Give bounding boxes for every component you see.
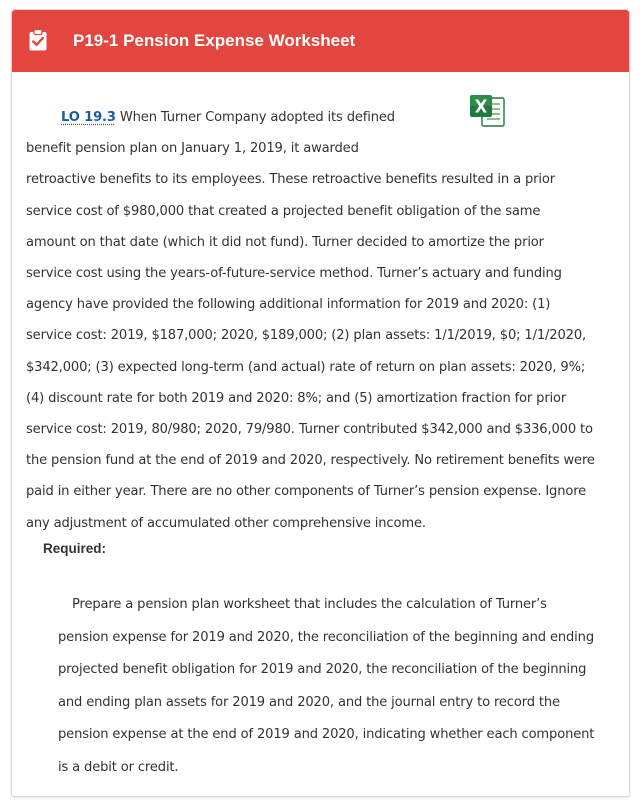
problem-line: retroactive benefits to its employees. These retroactive benefits resulted in a prior — [26, 172, 555, 188]
problem-header — [12, 10, 629, 72]
problem-line: service cost: 2019, 80/980; 2020, 79/980. Turner contributed $342,000 and $336,000 to — [26, 422, 593, 438]
problem-line: any adjustment of accumulated other comprehensive income. — [26, 515, 426, 531]
required-line: projected benefit obligation for 2019 and 2020, the reconciliation of the beginning — [58, 662, 587, 677]
required-line: is a debit or credit. — [58, 759, 179, 775]
problem-line: agency have provided the following additional information for 2019 and 2020: (1) — [26, 297, 551, 313]
problem-line: service cost of $980,000 that created a projected benefit obligation of the same — [26, 203, 541, 219]
problem-line: service cost: 2019, $187,000; 2020, $189,000; (2) plan assets: 1/1/2019, $0; 1/1/2020, — [26, 328, 587, 344]
clipboard-check-icon — [29, 29, 47, 51]
required-heading: Required: — [43, 541, 107, 556]
required-line: Prepare a pension plan worksheet that includes the calculation of Turner’s — [72, 597, 547, 612]
required-line: pension expense for 2019 and 2020, the reconciliation of the beginning and ending — [58, 629, 594, 645]
required-line: and ending plan assets for 2019 and 2020, and the journal entry to record the — [58, 694, 560, 710]
problem-line: $342,000; (3) expected long-term (and actual) rate of return on plan assets: 2020, 9%; — [26, 359, 586, 375]
problem-line: LO 19.3 When Turner Company adopted its defined — [61, 110, 395, 125]
problem-text — [26, 102, 616, 539]
page-title: P19-1 Pension Expense Worksheet — [73, 31, 356, 50]
required-text — [58, 589, 618, 784]
problem-line: (4) discount rate for both 2019 and 2020: 8%; and (5) amortization fraction for prior — [26, 390, 567, 406]
required-line: pension expense at the end of 2019 and 2020, indicating whether each component — [58, 727, 595, 742]
problem-card — [11, 9, 630, 797]
problem-line: amount on that date (which it did not fund). Turner decided to amortize the prior — [26, 234, 544, 250]
problem-line: benefit pension plan on January 1, 2019, it awarded — [26, 141, 359, 157]
problem-line: paid in either year. There are no other components of Turner’s pension expense. Ignore — [26, 484, 587, 500]
problem-line: the pension fund at the end of 2019 and 2020, respectively. No retirement benefits were — [26, 453, 595, 469]
problem-line: service cost using the years-of-future-service method. Turner’s actuary and funding — [26, 266, 562, 282]
learning-objective-link[interactable]: LO 19.3 — [61, 110, 116, 125]
